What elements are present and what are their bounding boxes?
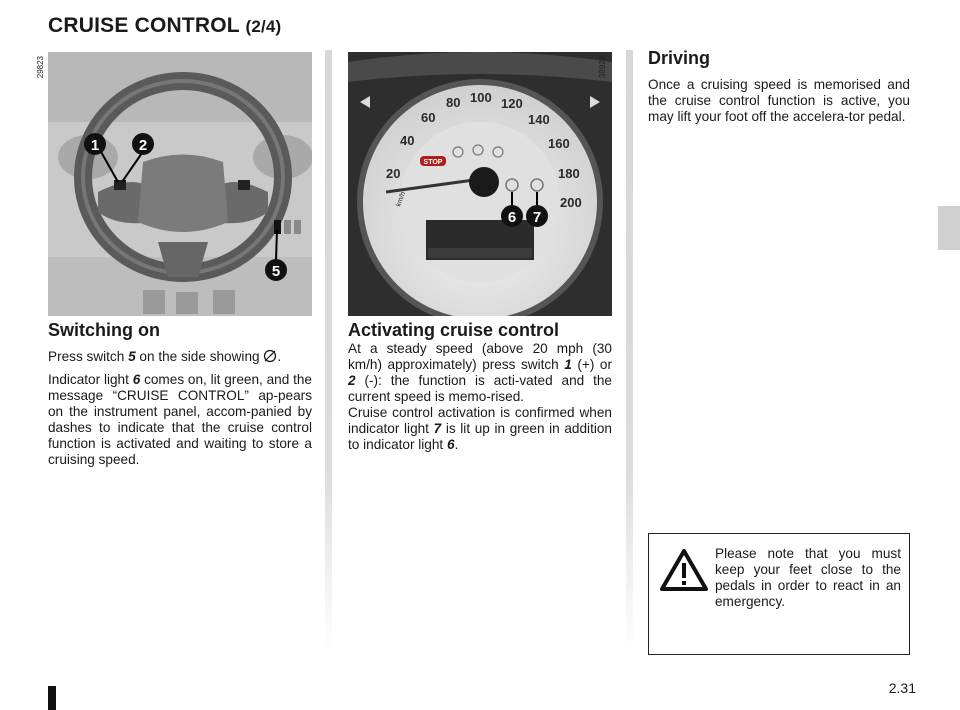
- activating-section: [348, 320, 612, 460]
- warning-triangle-icon: [659, 548, 709, 592]
- text-fragment: Cruise control activation is confirmed when indicator light: [348, 405, 612, 436]
- text-fragment: .: [454, 437, 459, 452]
- switching-on-paragraph-1: [48, 349, 312, 365]
- driving-heading: Driving: [648, 48, 711, 68]
- speed-tick-180: 180: [558, 166, 580, 181]
- driving-section: [648, 48, 910, 132]
- speed-tick-20: 20: [386, 166, 401, 181]
- speed-tick-140: 140: [528, 112, 550, 127]
- warning-text: Please note that you must keep your feet close to the pedals in order to react in an emergency.: [715, 546, 901, 609]
- switch-ref-5: 5: [128, 349, 136, 364]
- activating-paragraph-1: [348, 341, 612, 405]
- column-divider-right: [626, 50, 633, 650]
- figure-code-dashboard: 38928: [598, 56, 607, 79]
- driving-paragraph: Once a cruising speed is memorised and the cruise control function is active, you may lift your foot off the accelera-tor pedal.: [648, 77, 910, 124]
- callout-5: 5: [271, 263, 281, 280]
- speed-tick-160: 160: [548, 136, 570, 151]
- text-fragment: comes on, lit green, and the message “CRUISE CONTROL” ap-pears on the instrument panel, accom-panied by dashes to indicate that the cruise control function is activated and waiting to store a cruising speed.: [48, 372, 312, 467]
- page-number: 2.31: [888, 680, 916, 696]
- text-fragment: on the side showing: [135, 349, 264, 364]
- text-fragment: Indicator light: [48, 372, 133, 387]
- unit-label: km/h: [395, 191, 408, 208]
- switching-on-paragraph-2: [48, 372, 312, 468]
- speed-tick-100: 100: [470, 90, 492, 105]
- speedometer-icon: [263, 349, 277, 363]
- figure-code-steering: 29823: [36, 56, 45, 79]
- switch-ref-1: 1: [564, 357, 572, 372]
- section-tab-marker: [938, 206, 960, 250]
- activating-heading: Activating cruise control: [348, 320, 560, 340]
- switching-on-section: [48, 320, 312, 475]
- speed-tick-40: 40: [400, 133, 415, 148]
- warning-box: [648, 533, 910, 655]
- stop-label: STOP: [423, 159, 443, 166]
- speed-tick-60: 60: [421, 110, 436, 125]
- activating-paragraph-2: [348, 405, 612, 453]
- light-ref-6: 6: [132, 372, 141, 387]
- page-title: [48, 14, 281, 38]
- text-fragment: At a steady speed (above 20 mph (30 km/h) approximately) press switch: [348, 341, 612, 372]
- steering-wheel-illustration: [48, 52, 312, 316]
- title-suffix: (2/4): [245, 17, 282, 36]
- callout-6: 6: [507, 209, 517, 226]
- callout-2: 2: [138, 137, 148, 154]
- speed-tick-80: 80: [446, 95, 461, 110]
- steering-wheel-figure: [48, 52, 312, 316]
- switching-on-heading: Switching on: [48, 320, 160, 340]
- callout-7: 7: [532, 209, 542, 226]
- light-ref-7: 7: [433, 421, 442, 436]
- speed-tick-120: 120: [501, 96, 523, 111]
- text-fragment: (-): the function is acti-vated and the current speed is memo-rised.: [348, 373, 612, 404]
- title-main: CRUISE CONTROL: [48, 14, 240, 37]
- column-divider-left: [325, 50, 332, 650]
- text-fragment: is lit up in green in addition to indicator light: [348, 421, 612, 452]
- speed-tick-200: 200: [560, 195, 582, 210]
- text-fragment: .: [277, 349, 282, 364]
- instrument-panel-illustration: [348, 52, 612, 316]
- callout-1: 1: [90, 137, 100, 154]
- switch-ref-2: 2: [348, 373, 356, 388]
- text-fragment: (+) or: [571, 357, 612, 372]
- corner-mark: [48, 686, 56, 710]
- text-fragment: Press switch: [48, 349, 129, 364]
- instrument-panel-figure: [348, 52, 612, 316]
- light-ref-6b: 6: [447, 437, 455, 452]
